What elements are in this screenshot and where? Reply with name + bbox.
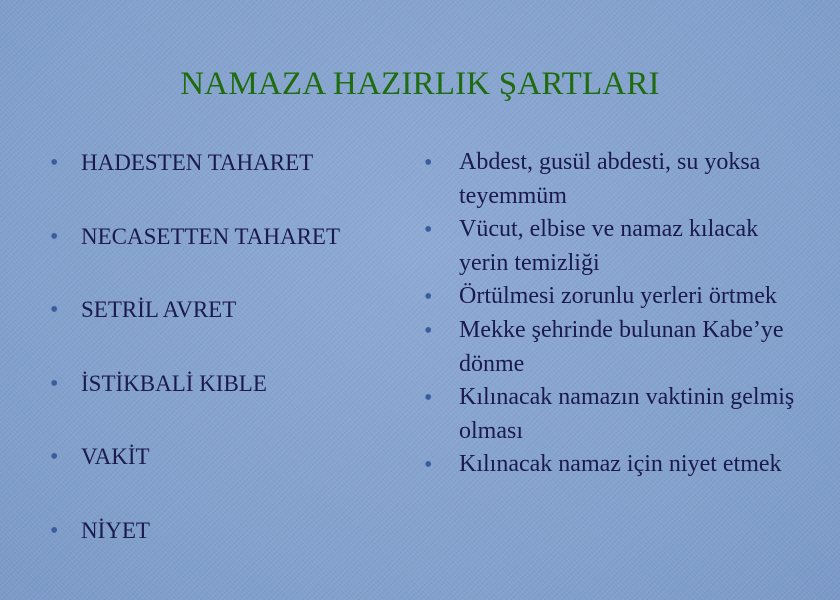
bullet-icon: • xyxy=(50,517,59,544)
explanation-text: Vücut, elbise ve namaz kılacak yerin temizliği xyxy=(459,216,759,276)
conditions-list xyxy=(50,146,430,588)
condition-label: SETRİL AVRET xyxy=(81,297,237,323)
condition-item xyxy=(50,440,430,514)
explanation-text: Kılınacak namaz için niyet etmek xyxy=(459,451,782,477)
condition-label: NECASETTEN TAHARET xyxy=(81,223,341,249)
condition-item xyxy=(50,514,430,588)
condition-item xyxy=(50,293,430,367)
slide-title: NAMAZA HAZIRLIK ŞARTLARI xyxy=(180,66,660,102)
explanation-item xyxy=(424,146,824,213)
explanation-text: Mekke şehrinde bulunan Kabe’ye dönme xyxy=(459,317,784,377)
explanation-item xyxy=(424,448,824,482)
bullet-icon: • xyxy=(424,452,433,478)
bullet-icon: • xyxy=(424,150,433,176)
explanation-text: Örtülmesi zorunlu yerleri örtmek xyxy=(459,283,777,309)
bullet-icon: • xyxy=(424,284,433,310)
explanation-item xyxy=(424,280,824,314)
condition-label: NİYET xyxy=(81,517,150,543)
condition-item xyxy=(50,146,430,220)
condition-label: HADESTEN TAHARET xyxy=(81,150,314,175)
explanation-item xyxy=(424,213,824,280)
condition-label: VAKİT xyxy=(81,444,150,470)
bullet-icon: • xyxy=(424,217,433,243)
bullet-icon: • xyxy=(50,150,59,176)
explanations-list xyxy=(424,146,824,482)
bullet-icon: • xyxy=(50,444,59,471)
condition-label: İSTİKBALİ KIBLE xyxy=(81,370,267,396)
bullet-icon: • xyxy=(50,223,59,250)
condition-item xyxy=(50,367,430,441)
explanation-text: Kılınacak namazın vaktinin gelmiş olması xyxy=(459,384,795,444)
bullet-icon: • xyxy=(424,385,433,411)
explanation-item xyxy=(424,314,824,381)
bullet-icon: • xyxy=(50,370,59,397)
bullet-icon: • xyxy=(50,297,59,324)
explanation-text: Abdest, gusül abdesti, su yoksa teyemmüm xyxy=(459,149,761,209)
condition-item xyxy=(50,220,430,294)
bullet-icon: • xyxy=(424,318,433,344)
explanation-item xyxy=(424,381,824,448)
